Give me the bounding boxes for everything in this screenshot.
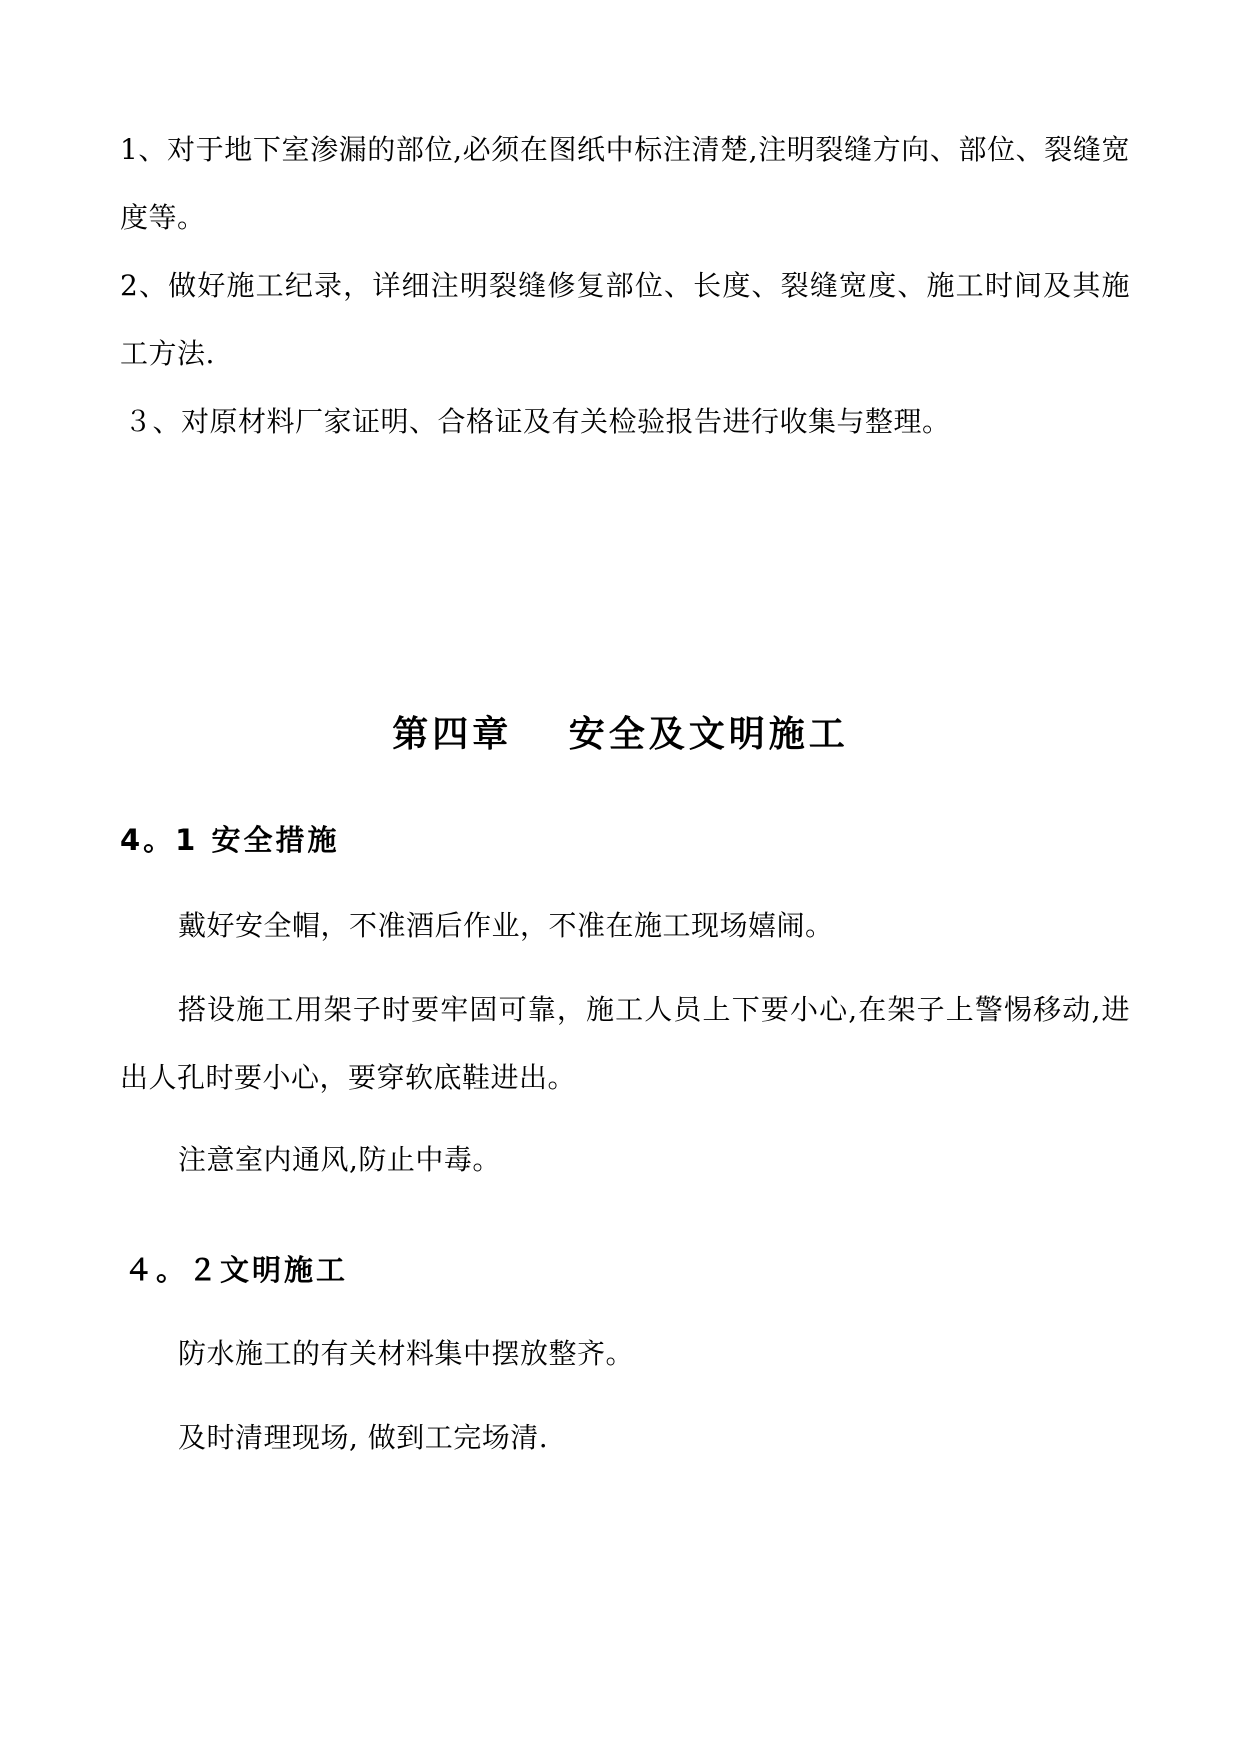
chapter-title: 第四章 安全及文明施工 [392,714,849,755]
list-item-1: 1、对于地下室渗漏的部位,必须在图纸中标注清楚,注明裂缝方向、部位、裂缝宽度等。 [120,133,1130,234]
safety-paragraph-2: 搭设施工用架子时要牢固可靠，施工人员上下要小心,在架子上警惕移动,进出人孔时要小心，要穿软底鞋进出。 [120,993,1130,1094]
safety-paragraph-1: 戴好安全帽，不准酒后作业，不准在施工现场嬉闹。 [178,909,834,942]
safety-paragraph-3: 注意室内通风,防止中毒。 [178,1143,501,1176]
civilized-paragraph-1: 防水施工的有关材料集中摆放整齐。 [178,1337,635,1370]
section-heading-civilized: ４。２文明施工 [124,1253,349,1287]
civilized-paragraph-2: 及时清理现场, 做到工完场清. [178,1421,549,1454]
list-item-3: ３、对原材料厂家证明、合格证及有关检验报告进行收集与整理。 [124,405,951,438]
list-item-2: 2、做好施工纪录，详细注明裂缝修复部位、长度、裂缝宽度、施工时间及其施工方法. [120,269,1130,370]
section-heading-safety: 4。1 安全措施 [120,823,340,857]
